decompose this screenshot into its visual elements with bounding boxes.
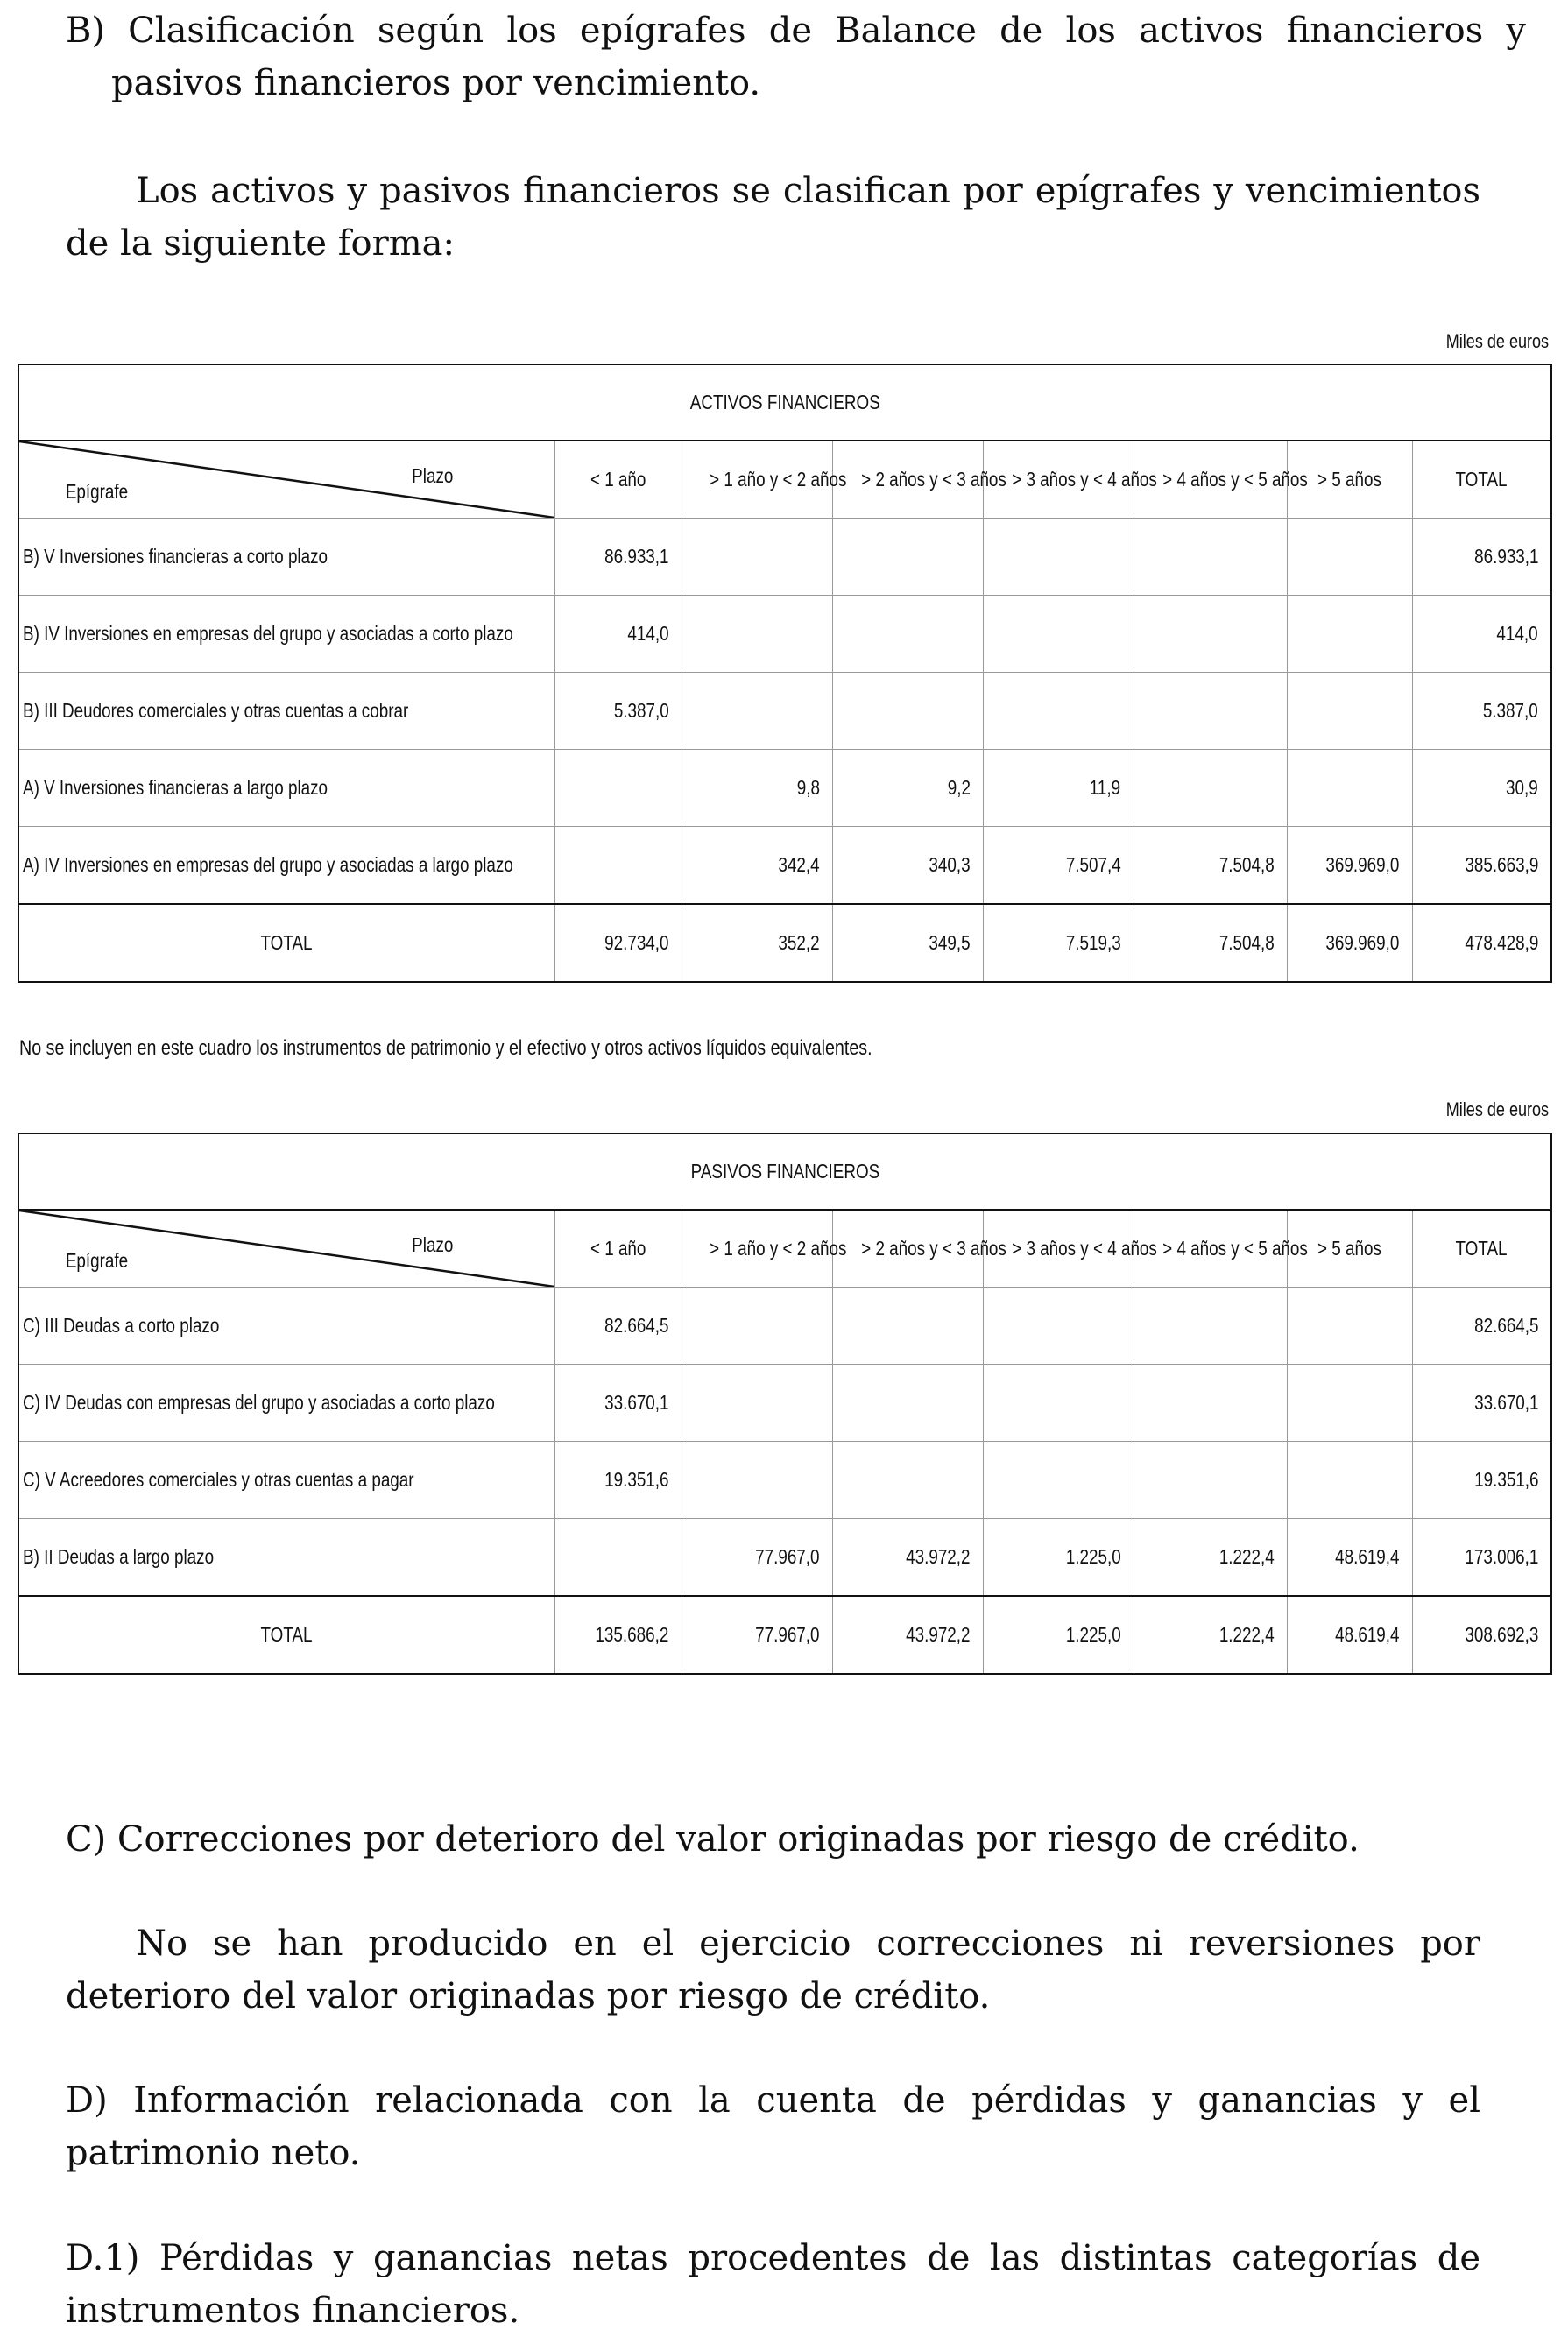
value-cell: 414,0 — [1412, 596, 1551, 673]
value-cell — [682, 673, 832, 750]
col-header-3-4: > 3 años y < 4 años — [983, 1210, 1134, 1288]
col-header-1-2: > 1 año y < 2 años — [682, 441, 832, 519]
value-cell: 9,2 — [832, 750, 983, 827]
value-cell: 82.664,5 — [554, 1288, 682, 1365]
table-row — [18, 1365, 1551, 1442]
activos-table-title: ACTIVOS FINANCIEROS — [18, 364, 1551, 441]
row-label: B) IV Inversiones en empresas del grupo y asociadas a corto plazo — [18, 596, 554, 673]
col-header-total: TOTAL — [1412, 1210, 1551, 1288]
col-header-4-5: > 4 años y < 5 años — [1134, 1210, 1287, 1288]
col-header-lt1: < 1 año — [554, 441, 682, 519]
value-cell — [983, 519, 1134, 596]
pasivos-total-row — [18, 1596, 1551, 1674]
pasivos-table — [18, 1133, 1552, 1675]
pasivos-corner-cell — [18, 1210, 554, 1288]
value-cell: 340,3 — [832, 827, 983, 905]
value-cell — [1134, 673, 1287, 750]
col-header-lt1: < 1 año — [554, 1210, 682, 1288]
value-cell — [983, 1442, 1134, 1519]
value-cell: 5.387,0 — [554, 673, 682, 750]
value-cell — [832, 596, 983, 673]
value-cell — [1287, 1442, 1412, 1519]
section-c-heading: C) Correcciones por deterioro del valor originadas por riesgo de crédito. — [66, 1819, 1360, 1860]
value-cell — [983, 1365, 1134, 1442]
pasivos-table-title: PASIVOS FINANCIEROS — [18, 1133, 1551, 1210]
value-cell — [983, 596, 1134, 673]
table-row — [18, 1442, 1551, 1519]
col-header-3-4: > 3 años y < 4 años — [983, 441, 1134, 519]
value-cell — [1134, 596, 1287, 673]
total-value-cell: 48.619,4 — [1287, 1596, 1412, 1674]
row-label: C) III Deudas a corto plazo — [18, 1288, 554, 1365]
total-value-cell: 135.686,2 — [554, 1596, 682, 1674]
activos-table — [18, 364, 1552, 983]
value-cell — [832, 673, 983, 750]
total-value-cell: 1.225,0 — [983, 1596, 1134, 1674]
total-label: TOTAL — [18, 1596, 554, 1674]
value-cell — [1134, 519, 1287, 596]
pasivos-units-label: Miles de euros — [1445, 1098, 1549, 1120]
value-cell — [1287, 1288, 1412, 1365]
value-cell — [1134, 1365, 1287, 1442]
value-cell: 173.006,1 — [1412, 1519, 1551, 1597]
total-value-cell: 352,2 — [682, 904, 832, 982]
col-header-gt5: > 5 años — [1287, 441, 1412, 519]
value-cell — [682, 596, 832, 673]
row-label: B) II Deudas a largo plazo — [18, 1519, 554, 1597]
total-value-cell: 1.222,4 — [1134, 1596, 1287, 1674]
total-value-cell: 369.969,0 — [1287, 904, 1412, 982]
value-cell: 19.351,6 — [554, 1442, 682, 1519]
value-cell — [1134, 750, 1287, 827]
value-cell — [682, 1288, 832, 1365]
total-value-cell: 349,5 — [832, 904, 983, 982]
value-cell — [682, 519, 832, 596]
section-d-heading: D) Información relacionada con la cuenta de pérdidas y ganancias y el patrimonio neto. — [66, 2080, 1480, 2173]
row-label: A) IV Inversiones en empresas del grupo y asociadas a largo plazo — [18, 827, 554, 905]
table-row — [18, 1288, 1551, 1365]
table-row — [18, 519, 1551, 596]
value-cell: 7.507,4 — [983, 827, 1134, 905]
row-label: B) III Deudores comerciales y otras cuentas a cobrar — [18, 673, 554, 750]
value-cell — [1287, 1365, 1412, 1442]
value-cell: 77.967,0 — [682, 1519, 832, 1597]
total-value-cell: 478.428,9 — [1412, 904, 1551, 982]
plazo-label: Plazo — [412, 464, 454, 487]
value-cell: 11,9 — [983, 750, 1134, 827]
value-cell: 1.222,4 — [1134, 1519, 1287, 1597]
value-cell: 385.663,9 — [1412, 827, 1551, 905]
value-cell: 33.670,1 — [1412, 1365, 1551, 1442]
total-value-cell: 7.504,8 — [1134, 904, 1287, 982]
value-cell: 86.933,1 — [554, 519, 682, 596]
activos-note: No se incluyen en este cuadro los instrumentos de patrimonio y el efectivo y otros activos líquidos equivalentes. — [19, 1036, 872, 1060]
value-cell — [1287, 596, 1412, 673]
value-cell — [983, 673, 1134, 750]
table-row — [18, 673, 1551, 750]
value-cell — [1287, 519, 1412, 596]
row-label: C) V Acreedores comerciales y otras cuentas a pagar — [18, 1442, 554, 1519]
plazo-label: Plazo — [412, 1233, 454, 1256]
value-cell — [983, 1288, 1134, 1365]
value-cell: 369.969,0 — [1287, 827, 1412, 905]
value-cell — [832, 1365, 983, 1442]
total-value-cell: 92.734,0 — [554, 904, 682, 982]
section-b-intro: Los activos y pasivos financieros se clasifican por epígrafes y vencimientos de la siguiente forma: — [66, 171, 1480, 264]
total-value-cell: 7.519,3 — [983, 904, 1134, 982]
activos-corner-cell — [18, 441, 554, 519]
value-cell — [1287, 673, 1412, 750]
value-cell: 19.351,6 — [1412, 1442, 1551, 1519]
total-label: TOTAL — [18, 904, 554, 982]
col-header-total: TOTAL — [1412, 441, 1551, 519]
value-cell — [1287, 750, 1412, 827]
row-label: B) V Inversiones financieras a corto plazo — [18, 519, 554, 596]
value-cell: 86.933,1 — [1412, 519, 1551, 596]
value-cell: 414,0 — [554, 596, 682, 673]
table-row — [18, 827, 1551, 905]
value-cell — [832, 1442, 983, 1519]
value-cell: 9,8 — [682, 750, 832, 827]
section-d1-heading: D.1) Pérdidas y ganancias netas procedentes de las distintas categorías de instrumentos financieros. — [66, 2238, 1480, 2331]
value-cell: 342,4 — [682, 827, 832, 905]
value-cell — [832, 519, 983, 596]
value-cell — [1134, 1288, 1287, 1365]
row-label: C) IV Deudas con empresas del grupo y asociadas a corto plazo — [18, 1365, 554, 1442]
value-cell: 43.972,2 — [832, 1519, 983, 1597]
row-label: A) V Inversiones financieras a largo plazo — [18, 750, 554, 827]
table-row — [18, 596, 1551, 673]
section-c-text: No se han producido en el ejercicio correcciones ni reversiones por deterioro del valor originadas por riesgo de crédito. — [66, 1924, 1480, 2016]
value-cell — [554, 827, 682, 905]
value-cell: 82.664,5 — [1412, 1288, 1551, 1365]
epigrafe-label: Epígrafe — [65, 1249, 129, 1272]
activos-total-row — [18, 904, 1551, 982]
value-cell: 30,9 — [1412, 750, 1551, 827]
col-header-gt5: > 5 años — [1287, 1210, 1412, 1288]
pasivos-header-row — [18, 1210, 1551, 1288]
col-header-1-2: > 1 año y < 2 años — [682, 1210, 832, 1288]
activos-header-row — [18, 441, 1551, 519]
total-value-cell: 77.967,0 — [682, 1596, 832, 1674]
value-cell — [682, 1365, 832, 1442]
value-cell — [682, 1442, 832, 1519]
epigrafe-label: Epígrafe — [65, 480, 129, 503]
value-cell: 33.670,1 — [554, 1365, 682, 1442]
table-row — [18, 1519, 1551, 1597]
total-value-cell: 308.692,3 — [1412, 1596, 1551, 1674]
value-cell — [554, 750, 682, 827]
table-row — [18, 750, 1551, 827]
total-value-cell: 43.972,2 — [832, 1596, 983, 1674]
value-cell: 5.387,0 — [1412, 673, 1551, 750]
value-cell: 1.225,0 — [983, 1519, 1134, 1597]
col-header-2-3: > 2 años y < 3 años — [832, 1210, 983, 1288]
value-cell: 48.619,4 — [1287, 1519, 1412, 1597]
value-cell — [554, 1519, 682, 1597]
value-cell: 7.504,8 — [1134, 827, 1287, 905]
activos-units-label: Miles de euros — [1445, 330, 1549, 352]
col-header-4-5: > 4 años y < 5 años — [1134, 441, 1287, 519]
section-b-heading: B) Clasificación según los epígrafes de Balance de los activos financieros y pasivos financieros por vencimiento. — [66, 11, 1526, 103]
value-cell — [832, 1288, 983, 1365]
col-header-2-3: > 2 años y < 3 años — [832, 441, 983, 519]
value-cell — [1134, 1442, 1287, 1519]
